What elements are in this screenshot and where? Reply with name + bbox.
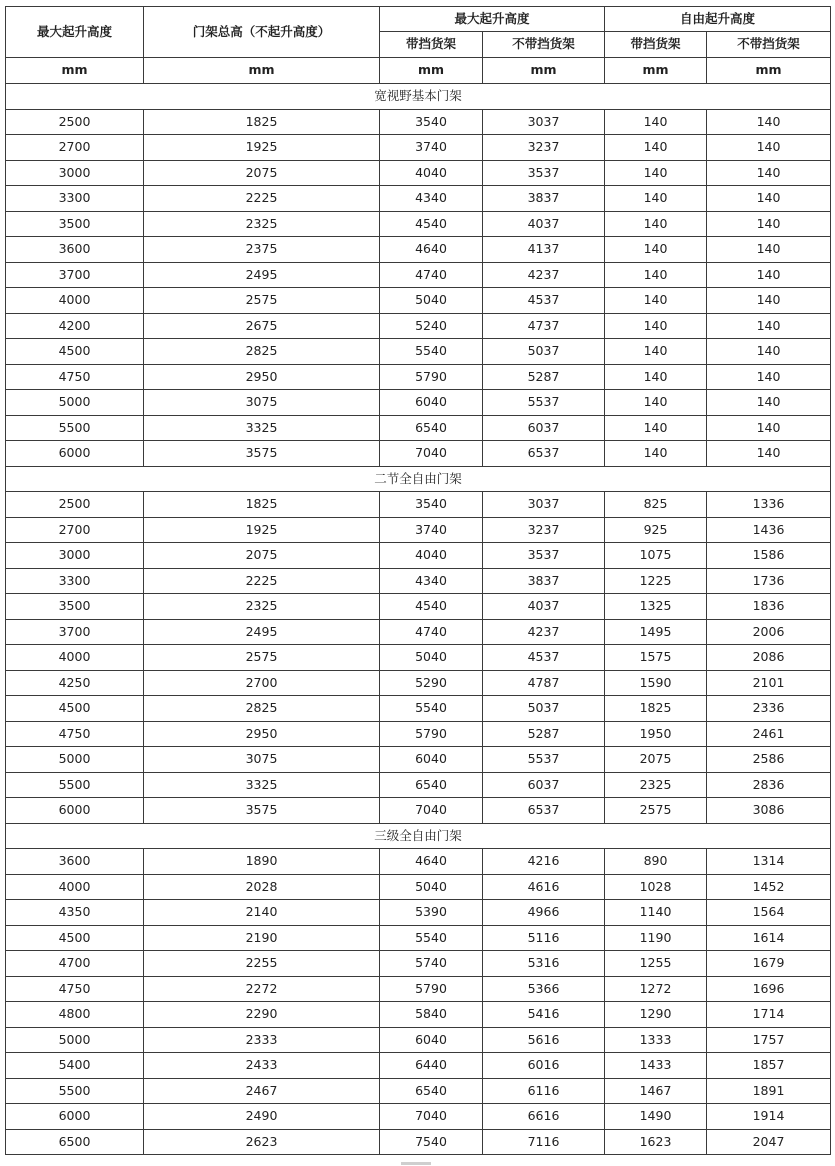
cell-max-lift-with-backrest: 5790	[380, 364, 483, 390]
unit-cell: mm	[380, 58, 483, 84]
cell-max-lift-without-backrest: 4037	[483, 211, 605, 237]
cell-max-lift-with-backrest: 5540	[380, 925, 483, 951]
section-header-row	[6, 823, 831, 849]
cell-free-lift-with-backrest: 1623	[605, 1129, 707, 1155]
cell-max-lift-height: 4000	[6, 874, 144, 900]
cell-mast-total-height: 2325	[144, 211, 380, 237]
cell-free-lift-without-backrest: 1314	[707, 849, 831, 875]
table-row	[6, 390, 831, 416]
cell-free-lift-with-backrest: 140	[605, 262, 707, 288]
cell-max-lift-with-backrest: 5790	[380, 976, 483, 1002]
cell-max-lift-without-backrest: 5366	[483, 976, 605, 1002]
cell-max-lift-height: 4500	[6, 925, 144, 951]
table-row	[6, 237, 831, 263]
cell-max-lift-height: 2700	[6, 135, 144, 161]
unit-cell: mm	[707, 58, 831, 84]
cell-max-lift-with-backrest: 7540	[380, 1129, 483, 1155]
cell-max-lift-without-backrest: 5287	[483, 721, 605, 747]
cell-max-lift-without-backrest: 4237	[483, 262, 605, 288]
cell-free-lift-without-backrest: 140	[707, 160, 831, 186]
cell-max-lift-height: 6000	[6, 441, 144, 467]
cell-free-lift-with-backrest: 140	[605, 237, 707, 263]
cell-mast-total-height: 2225	[144, 186, 380, 212]
cell-mast-total-height: 2490	[144, 1104, 380, 1130]
cell-free-lift-with-backrest: 1825	[605, 696, 707, 722]
cell-free-lift-with-backrest: 1467	[605, 1078, 707, 1104]
cell-mast-total-height: 1925	[144, 135, 380, 161]
cell-max-lift-height: 5500	[6, 1078, 144, 1104]
cell-max-lift-without-backrest: 3537	[483, 160, 605, 186]
cell-mast-total-height: 2255	[144, 951, 380, 977]
table-row	[6, 619, 831, 645]
cell-max-lift-with-backrest: 6440	[380, 1053, 483, 1079]
cell-free-lift-with-backrest: 140	[605, 390, 707, 416]
cell-free-lift-with-backrest: 1190	[605, 925, 707, 951]
cell-max-lift-with-backrest: 5540	[380, 339, 483, 365]
unit-cell: mm	[605, 58, 707, 84]
cell-free-lift-without-backrest: 1696	[707, 976, 831, 1002]
cell-max-lift-with-backrest: 5790	[380, 721, 483, 747]
cell-free-lift-with-backrest: 1495	[605, 619, 707, 645]
cell-max-lift-height: 4200	[6, 313, 144, 339]
cell-free-lift-with-backrest: 1490	[605, 1104, 707, 1130]
cell-mast-total-height: 1925	[144, 517, 380, 543]
cell-max-lift-with-backrest: 5290	[380, 670, 483, 696]
cell-max-lift-with-backrest: 4040	[380, 160, 483, 186]
cell-max-lift-without-backrest: 3237	[483, 135, 605, 161]
cell-free-lift-with-backrest: 140	[605, 415, 707, 441]
cell-max-lift-height: 6000	[6, 1104, 144, 1130]
cell-free-lift-with-backrest: 1950	[605, 721, 707, 747]
cell-free-lift-without-backrest: 140	[707, 390, 831, 416]
section-header-row	[6, 84, 831, 110]
cell-free-lift-with-backrest: 1255	[605, 951, 707, 977]
cell-max-lift-without-backrest: 5116	[483, 925, 605, 951]
table-row	[6, 900, 831, 926]
header-max-lift-height: 最大起升高度	[6, 7, 144, 58]
cell-max-lift-without-backrest: 5537	[483, 747, 605, 773]
cell-free-lift-without-backrest: 1452	[707, 874, 831, 900]
cell-free-lift-without-backrest: 140	[707, 339, 831, 365]
table-row	[6, 364, 831, 390]
cell-free-lift-with-backrest: 140	[605, 313, 707, 339]
cell-max-lift-height: 3300	[6, 568, 144, 594]
cell-mast-total-height: 2575	[144, 288, 380, 314]
cell-free-lift-without-backrest: 2086	[707, 645, 831, 671]
cell-free-lift-with-backrest: 1290	[605, 1002, 707, 1028]
cell-free-lift-with-backrest: 1140	[605, 900, 707, 926]
cell-max-lift-height: 2700	[6, 517, 144, 543]
table-row	[6, 645, 831, 671]
cell-max-lift-with-backrest: 3740	[380, 135, 483, 161]
cell-max-lift-height: 4750	[6, 721, 144, 747]
cell-free-lift-without-backrest: 2006	[707, 619, 831, 645]
cell-free-lift-with-backrest: 1225	[605, 568, 707, 594]
cell-mast-total-height: 2190	[144, 925, 380, 951]
cell-free-lift-without-backrest: 1914	[707, 1104, 831, 1130]
cell-mast-total-height: 2075	[144, 160, 380, 186]
cell-free-lift-without-backrest: 140	[707, 135, 831, 161]
cell-max-lift-height: 6000	[6, 798, 144, 824]
cell-free-lift-without-backrest: 140	[707, 415, 831, 441]
cell-mast-total-height: 3075	[144, 390, 380, 416]
unit-cell: mm	[483, 58, 605, 84]
cell-mast-total-height: 2467	[144, 1078, 380, 1104]
cell-max-lift-with-backrest: 5040	[380, 645, 483, 671]
cell-max-lift-without-backrest: 5616	[483, 1027, 605, 1053]
cell-max-lift-without-backrest: 3537	[483, 543, 605, 569]
table-row	[6, 135, 831, 161]
cell-free-lift-with-backrest: 1075	[605, 543, 707, 569]
cell-max-lift-without-backrest: 6616	[483, 1104, 605, 1130]
header-free-lift-group: 自由起升高度	[605, 7, 831, 32]
section-title: 三级全自由门架	[6, 823, 831, 849]
cell-max-lift-height: 4500	[6, 339, 144, 365]
cell-free-lift-with-backrest: 140	[605, 211, 707, 237]
cell-max-lift-without-backrest: 3837	[483, 568, 605, 594]
table-row	[6, 288, 831, 314]
cell-max-lift-with-backrest: 7040	[380, 441, 483, 467]
cell-max-lift-without-backrest: 3237	[483, 517, 605, 543]
mast-spec-table	[5, 6, 831, 1155]
cell-mast-total-height: 2675	[144, 313, 380, 339]
cell-mast-total-height: 2950	[144, 721, 380, 747]
cell-max-lift-with-backrest: 4340	[380, 186, 483, 212]
cell-max-lift-height: 5500	[6, 772, 144, 798]
cell-mast-total-height: 2575	[144, 645, 380, 671]
cell-free-lift-without-backrest: 2836	[707, 772, 831, 798]
table-row	[6, 339, 831, 365]
cell-max-lift-height: 4700	[6, 951, 144, 977]
cell-free-lift-without-backrest: 1736	[707, 568, 831, 594]
cell-max-lift-height: 6500	[6, 1129, 144, 1155]
table-row	[6, 670, 831, 696]
cell-free-lift-without-backrest: 2101	[707, 670, 831, 696]
cell-mast-total-height: 2075	[144, 543, 380, 569]
cell-free-lift-without-backrest: 1336	[707, 492, 831, 518]
cell-free-lift-with-backrest: 140	[605, 441, 707, 467]
cell-free-lift-with-backrest: 140	[605, 109, 707, 135]
cell-free-lift-with-backrest: 140	[605, 160, 707, 186]
header-max-lift-with-backrest: 带挡货架	[380, 32, 483, 58]
cell-max-lift-without-backrest: 6037	[483, 772, 605, 798]
table-row	[6, 160, 831, 186]
cell-mast-total-height: 2333	[144, 1027, 380, 1053]
cell-max-lift-height: 3600	[6, 849, 144, 875]
cell-max-lift-height: 4000	[6, 645, 144, 671]
cell-max-lift-height: 4750	[6, 976, 144, 1002]
cell-mast-total-height: 2325	[144, 594, 380, 620]
cell-max-lift-without-backrest: 3037	[483, 109, 605, 135]
cell-free-lift-with-backrest: 140	[605, 186, 707, 212]
cell-max-lift-without-backrest: 4737	[483, 313, 605, 339]
cell-max-lift-height: 3600	[6, 237, 144, 263]
cell-mast-total-height: 3575	[144, 441, 380, 467]
cell-max-lift-without-backrest: 3837	[483, 186, 605, 212]
cell-max-lift-height: 3000	[6, 160, 144, 186]
cell-free-lift-without-backrest: 140	[707, 262, 831, 288]
table-row	[6, 441, 831, 467]
cell-mast-total-height: 2433	[144, 1053, 380, 1079]
cell-max-lift-height: 3000	[6, 543, 144, 569]
cell-free-lift-without-backrest: 1436	[707, 517, 831, 543]
cell-max-lift-height: 4000	[6, 288, 144, 314]
cell-max-lift-without-backrest: 5416	[483, 1002, 605, 1028]
cell-max-lift-with-backrest: 4340	[380, 568, 483, 594]
cell-free-lift-with-backrest: 1325	[605, 594, 707, 620]
cell-mast-total-height: 3325	[144, 772, 380, 798]
cell-free-lift-with-backrest: 2575	[605, 798, 707, 824]
table-row	[6, 543, 831, 569]
cell-max-lift-height: 5000	[6, 747, 144, 773]
cell-max-lift-with-backrest: 5390	[380, 900, 483, 926]
cell-max-lift-height: 4250	[6, 670, 144, 696]
page-bottom-mark	[401, 1162, 431, 1165]
cell-max-lift-with-backrest: 6540	[380, 415, 483, 441]
header-free-lift-with-backrest: 带挡货架	[605, 32, 707, 58]
cell-mast-total-height: 1890	[144, 849, 380, 875]
table-row	[6, 798, 831, 824]
cell-max-lift-without-backrest: 5037	[483, 339, 605, 365]
cell-max-lift-with-backrest: 4740	[380, 262, 483, 288]
cell-max-lift-height: 5000	[6, 1027, 144, 1053]
table-row	[6, 1104, 831, 1130]
cell-max-lift-without-backrest: 4966	[483, 900, 605, 926]
cell-free-lift-with-backrest: 1333	[605, 1027, 707, 1053]
cell-free-lift-without-backrest: 2047	[707, 1129, 831, 1155]
unit-cell: mm	[6, 58, 144, 84]
unit-row	[6, 58, 831, 84]
cell-mast-total-height: 3575	[144, 798, 380, 824]
header-max-lift-group: 最大起升高度	[380, 7, 605, 32]
cell-max-lift-with-backrest: 4640	[380, 237, 483, 263]
cell-max-lift-without-backrest: 6037	[483, 415, 605, 441]
table-row	[6, 1053, 831, 1079]
cell-free-lift-with-backrest: 1433	[605, 1053, 707, 1079]
table-row	[6, 109, 831, 135]
cell-mast-total-height: 3325	[144, 415, 380, 441]
cell-free-lift-with-backrest: 825	[605, 492, 707, 518]
table-row	[6, 211, 831, 237]
cell-free-lift-without-backrest: 1836	[707, 594, 831, 620]
cell-mast-total-height: 2140	[144, 900, 380, 926]
cell-free-lift-with-backrest: 140	[605, 364, 707, 390]
header-free-lift-without-backrest: 不带挡货架	[707, 32, 831, 58]
cell-max-lift-with-backrest: 4040	[380, 543, 483, 569]
table-row	[6, 415, 831, 441]
cell-max-lift-with-backrest: 6040	[380, 747, 483, 773]
cell-max-lift-with-backrest: 4640	[380, 849, 483, 875]
cell-free-lift-with-backrest: 1272	[605, 976, 707, 1002]
cell-max-lift-without-backrest: 7116	[483, 1129, 605, 1155]
cell-free-lift-without-backrest: 1714	[707, 1002, 831, 1028]
cell-max-lift-with-backrest: 5540	[380, 696, 483, 722]
cell-free-lift-without-backrest: 140	[707, 211, 831, 237]
cell-free-lift-without-backrest: 1614	[707, 925, 831, 951]
cell-max-lift-without-backrest: 5287	[483, 364, 605, 390]
cell-max-lift-without-backrest: 4237	[483, 619, 605, 645]
table-row	[6, 925, 831, 951]
cell-free-lift-with-backrest: 890	[605, 849, 707, 875]
cell-max-lift-with-backrest: 4540	[380, 594, 483, 620]
cell-mast-total-height: 2375	[144, 237, 380, 263]
header-row-1	[6, 7, 831, 32]
cell-max-lift-height: 5000	[6, 390, 144, 416]
cell-free-lift-without-backrest: 140	[707, 109, 831, 135]
cell-mast-total-height: 2825	[144, 339, 380, 365]
cell-free-lift-without-backrest: 140	[707, 237, 831, 263]
cell-max-lift-with-backrest: 5840	[380, 1002, 483, 1028]
cell-max-lift-without-backrest: 4537	[483, 645, 605, 671]
cell-max-lift-with-backrest: 3540	[380, 492, 483, 518]
table-row	[6, 721, 831, 747]
cell-free-lift-without-backrest: 3086	[707, 798, 831, 824]
cell-max-lift-height: 3700	[6, 262, 144, 288]
table-row	[6, 696, 831, 722]
cell-free-lift-without-backrest: 1679	[707, 951, 831, 977]
table-row	[6, 747, 831, 773]
cell-mast-total-height: 2825	[144, 696, 380, 722]
section-title: 宽视野基本门架	[6, 84, 831, 110]
cell-free-lift-with-backrest: 925	[605, 517, 707, 543]
table-row	[6, 772, 831, 798]
cell-mast-total-height: 2272	[144, 976, 380, 1002]
cell-max-lift-height: 4750	[6, 364, 144, 390]
cell-free-lift-without-backrest: 2586	[707, 747, 831, 773]
cell-max-lift-without-backrest: 6537	[483, 798, 605, 824]
cell-max-lift-height: 2500	[6, 492, 144, 518]
table-row	[6, 874, 831, 900]
cell-max-lift-height: 3500	[6, 211, 144, 237]
cell-free-lift-without-backrest: 140	[707, 441, 831, 467]
cell-max-lift-height: 3700	[6, 619, 144, 645]
table-row	[6, 186, 831, 212]
cell-max-lift-with-backrest: 3540	[380, 109, 483, 135]
cell-free-lift-without-backrest: 1757	[707, 1027, 831, 1053]
cell-max-lift-height: 2500	[6, 109, 144, 135]
cell-max-lift-height: 4350	[6, 900, 144, 926]
cell-max-lift-with-backrest: 6540	[380, 1078, 483, 1104]
cell-mast-total-height: 2495	[144, 262, 380, 288]
cell-free-lift-without-backrest: 140	[707, 186, 831, 212]
cell-mast-total-height: 2495	[144, 619, 380, 645]
cell-max-lift-with-backrest: 7040	[380, 798, 483, 824]
cell-max-lift-without-backrest: 4537	[483, 288, 605, 314]
cell-free-lift-with-backrest: 2075	[605, 747, 707, 773]
cell-max-lift-without-backrest: 6537	[483, 441, 605, 467]
cell-free-lift-without-backrest: 1891	[707, 1078, 831, 1104]
table-body	[6, 84, 831, 1155]
cell-max-lift-with-backrest: 7040	[380, 1104, 483, 1130]
cell-max-lift-without-backrest: 5316	[483, 951, 605, 977]
table-row	[6, 492, 831, 518]
table-header	[6, 7, 831, 84]
cell-max-lift-without-backrest: 3037	[483, 492, 605, 518]
cell-max-lift-height: 5500	[6, 415, 144, 441]
cell-max-lift-height: 5400	[6, 1053, 144, 1079]
cell-mast-total-height: 2700	[144, 670, 380, 696]
table-row	[6, 594, 831, 620]
table-row	[6, 1078, 831, 1104]
cell-free-lift-without-backrest: 2461	[707, 721, 831, 747]
cell-max-lift-without-backrest: 4137	[483, 237, 605, 263]
cell-mast-total-height: 3075	[144, 747, 380, 773]
table-row	[6, 976, 831, 1002]
table-row	[6, 313, 831, 339]
cell-mast-total-height: 2623	[144, 1129, 380, 1155]
cell-free-lift-without-backrest: 140	[707, 364, 831, 390]
cell-max-lift-without-backrest: 4216	[483, 849, 605, 875]
unit-cell: mm	[144, 58, 380, 84]
cell-max-lift-with-backrest: 5040	[380, 874, 483, 900]
cell-mast-total-height: 2290	[144, 1002, 380, 1028]
cell-free-lift-without-backrest: 1857	[707, 1053, 831, 1079]
header-mast-total-height: 门架总高（不起升高度）	[144, 7, 380, 58]
cell-mast-total-height: 2225	[144, 568, 380, 594]
cell-max-lift-without-backrest: 4787	[483, 670, 605, 696]
cell-mast-total-height: 1825	[144, 109, 380, 135]
cell-free-lift-without-backrest: 140	[707, 288, 831, 314]
cell-max-lift-height: 4500	[6, 696, 144, 722]
table-row	[6, 1027, 831, 1053]
cell-free-lift-with-backrest: 140	[605, 288, 707, 314]
section-header-row	[6, 466, 831, 492]
cell-max-lift-height: 3300	[6, 186, 144, 212]
cell-max-lift-with-backrest: 4740	[380, 619, 483, 645]
cell-max-lift-with-backrest: 4540	[380, 211, 483, 237]
cell-max-lift-height: 3500	[6, 594, 144, 620]
section-title: 二节全自由门架	[6, 466, 831, 492]
cell-free-lift-with-backrest: 1028	[605, 874, 707, 900]
cell-free-lift-with-backrest: 2325	[605, 772, 707, 798]
cell-max-lift-with-backrest: 6040	[380, 1027, 483, 1053]
cell-free-lift-without-backrest: 2336	[707, 696, 831, 722]
table-row	[6, 849, 831, 875]
table-row	[6, 951, 831, 977]
cell-max-lift-without-backrest: 6116	[483, 1078, 605, 1104]
header-max-lift-without-backrest: 不带挡货架	[483, 32, 605, 58]
cell-max-lift-with-backrest: 6540	[380, 772, 483, 798]
cell-max-lift-with-backrest: 5240	[380, 313, 483, 339]
table-row	[6, 1129, 831, 1155]
cell-mast-total-height: 2950	[144, 364, 380, 390]
table-row	[6, 517, 831, 543]
cell-free-lift-without-backrest: 1586	[707, 543, 831, 569]
table-row	[6, 1002, 831, 1028]
table-row	[6, 568, 831, 594]
cell-free-lift-without-backrest: 1564	[707, 900, 831, 926]
cell-max-lift-height: 4800	[6, 1002, 144, 1028]
cell-max-lift-without-backrest: 5037	[483, 696, 605, 722]
cell-max-lift-without-backrest: 4037	[483, 594, 605, 620]
cell-free-lift-with-backrest: 1575	[605, 645, 707, 671]
cell-max-lift-without-backrest: 6016	[483, 1053, 605, 1079]
cell-max-lift-with-backrest: 5040	[380, 288, 483, 314]
cell-free-lift-with-backrest: 140	[605, 339, 707, 365]
cell-max-lift-with-backrest: 6040	[380, 390, 483, 416]
cell-mast-total-height: 2028	[144, 874, 380, 900]
cell-mast-total-height: 1825	[144, 492, 380, 518]
cell-max-lift-with-backrest: 5740	[380, 951, 483, 977]
cell-max-lift-with-backrest: 3740	[380, 517, 483, 543]
cell-free-lift-with-backrest: 1590	[605, 670, 707, 696]
cell-free-lift-without-backrest: 140	[707, 313, 831, 339]
cell-free-lift-with-backrest: 140	[605, 135, 707, 161]
table-row	[6, 262, 831, 288]
cell-max-lift-without-backrest: 5537	[483, 390, 605, 416]
cell-max-lift-without-backrest: 4616	[483, 874, 605, 900]
